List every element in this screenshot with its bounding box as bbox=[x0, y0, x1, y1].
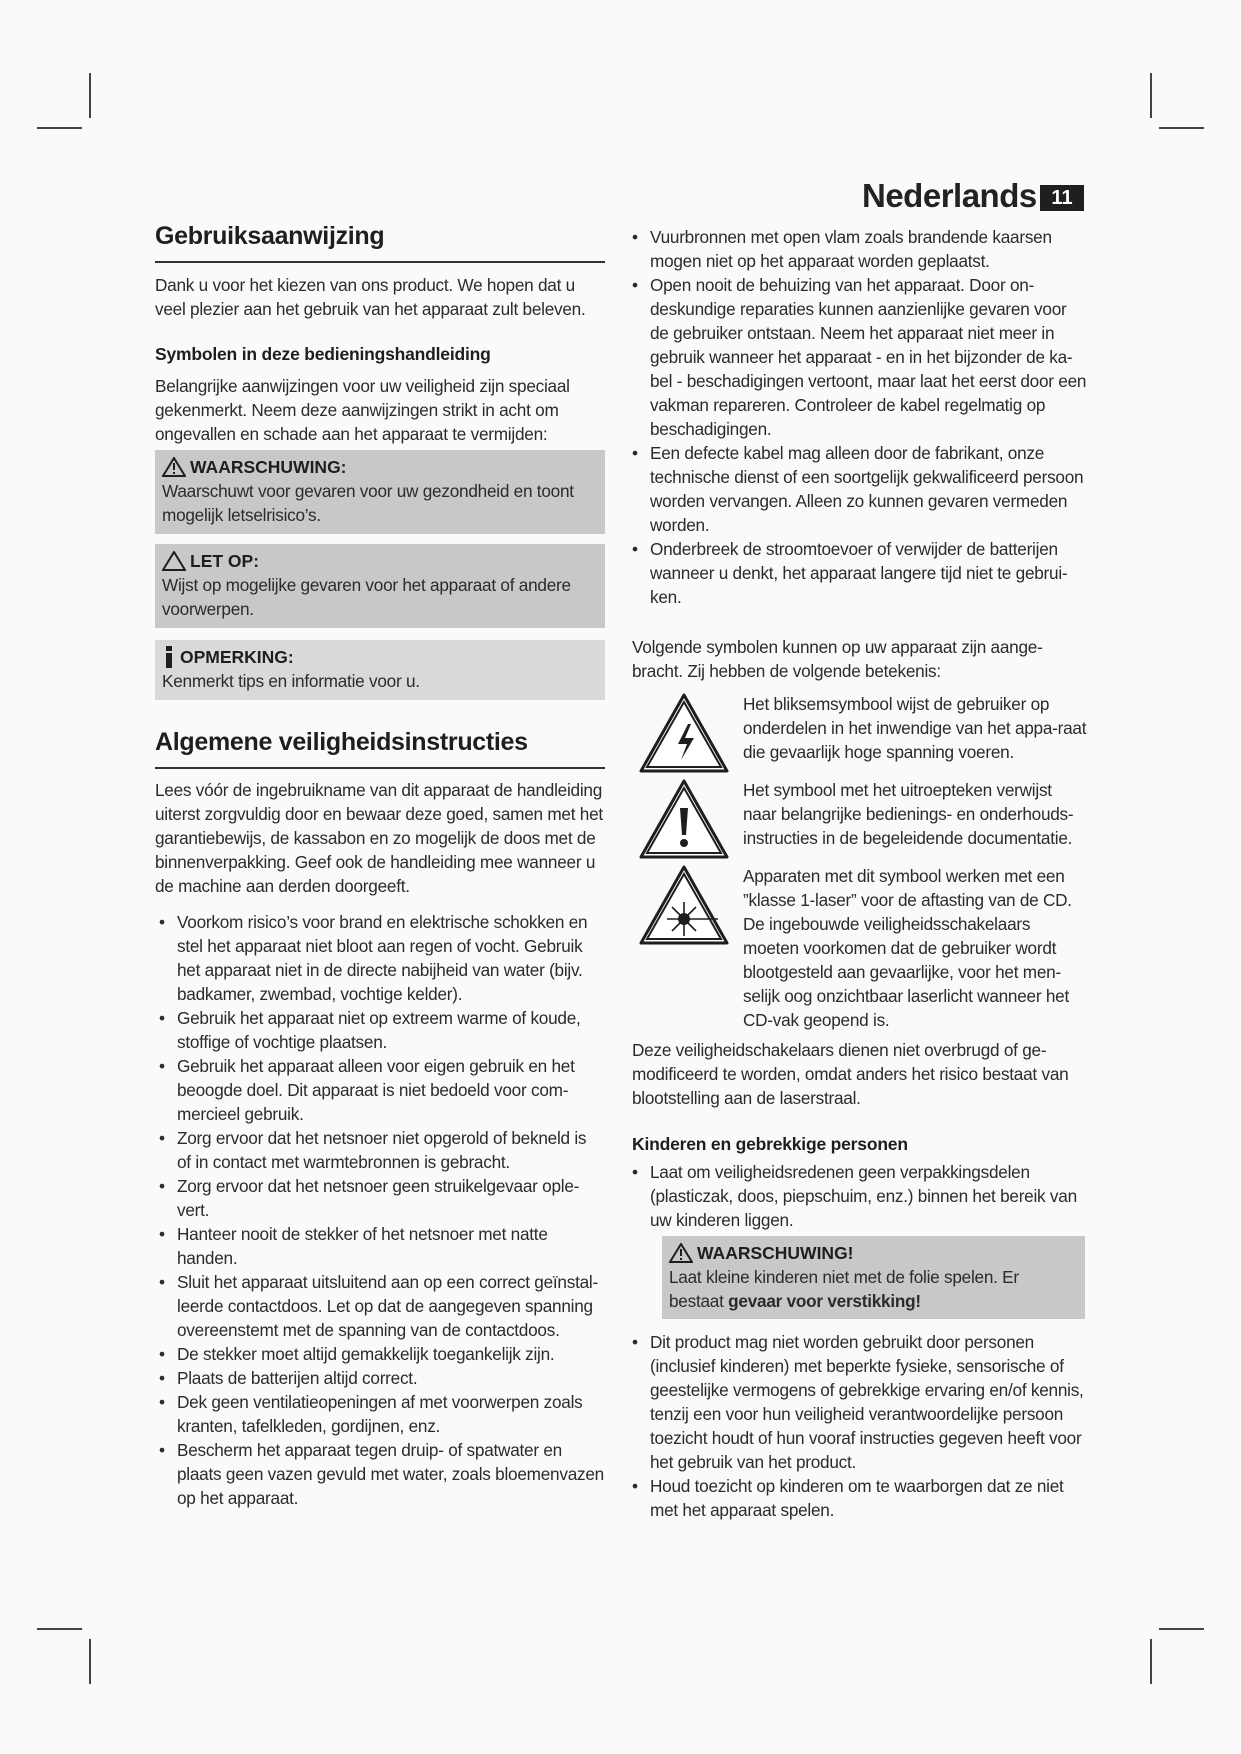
symbol-text-laser: Apparaten met dit symbool werken met een ”klasse 1-laser” voor de aftasting van de CD. De ingebouwde veiligheidsschakelaars moeten voorkomen dat de gebruiker wordt blootgesteld aan gevaarlijke, voor het men-selijk oog onzichtbaar laserlicht wanneer het CD-vak geopend is. bbox=[743, 866, 1072, 1030]
list-item: • Bescherm het apparaat tegen druip- of spatwater en plaats geen vazen gevuld met water, zoals bloemenvazen op het apparaat. bbox=[159, 1438, 604, 1510]
list-item: • Gebruik het apparaat niet op extreem warme of koude, stoffige of vochtige plaatsen. bbox=[159, 1006, 604, 1054]
list-item: • Sluit het apparaat uitsluitend aan op een correct geïnstal-leerde contactdoos. Let op dat de aangegeven spanning overeenstemt met de spanning van de contactdoos. bbox=[159, 1270, 604, 1342]
children-warning-emphasis: gevaar voor verstikking! bbox=[728, 1291, 921, 1311]
note-box-text: Kenmerkt tips en informatie voor u. bbox=[162, 671, 420, 691]
title-rule bbox=[155, 767, 605, 769]
crop-mark bbox=[1150, 73, 1152, 118]
caution-box bbox=[155, 544, 605, 628]
list-item: • Hanteer nooit de stekker of het netsnoer met natte handen. bbox=[159, 1222, 604, 1270]
symbols-paragraph: Belangrijke aanwijzingen voor uw veiligheid zijn speciaal gekenmerkt. Neem deze aanwijzingen strikt in acht om ongevallen en schade aan het apparaat te vermijden: bbox=[155, 376, 570, 444]
page-language: Nederlands bbox=[862, 177, 1037, 214]
symbol-text-lightning: Het bliksemsymbool wijst de gebruiker op onderdelen in het inwendige van het appa-raat die gevaarlijk hoge spanning voeren. bbox=[743, 694, 1087, 762]
list-item: • De stekker moet altijd gemakkelijk toegankelijk zijn. bbox=[159, 1342, 604, 1366]
symbol-row-laser bbox=[632, 864, 1092, 1034]
page-number: 11 bbox=[1040, 185, 1084, 211]
children-bullet-list-continued bbox=[632, 1330, 1092, 1522]
info-icon bbox=[162, 646, 176, 668]
crop-mark bbox=[37, 127, 82, 129]
list-item: • Zorg ervoor dat het netsnoer geen struikelgevaar ople-vert. bbox=[159, 1174, 604, 1222]
title-rule bbox=[155, 261, 605, 263]
crop-mark bbox=[1159, 1628, 1204, 1630]
safety-bullet-list bbox=[159, 910, 604, 1510]
children-bullet-list bbox=[632, 1160, 1087, 1232]
warning-triangle-icon bbox=[669, 1243, 693, 1263]
laser-warning-icon bbox=[638, 864, 730, 946]
section-title-safety: Algemene veiligheidsinstructies bbox=[155, 728, 528, 756]
section-title-gebruiksaanwijzing: Gebruiksaanwijzing bbox=[155, 222, 385, 250]
children-warning-text: Laat kleine kinderen niet met de folie spelen. Er bestaat bbox=[669, 1267, 1019, 1311]
safety-intro-paragraph: Lees vóór de ingebruikname van dit apparaat de handleiding uiterst zorgvuldig door en bewaar deze goed, samen met het garantiebewijs, de kassabon en zo mogelijk de doos met de binnenverpakking. Geef ook de handleiding mee wanneer u de machine aan derden doorgeeft. bbox=[155, 780, 603, 896]
note-box bbox=[155, 640, 605, 700]
list-item: • Zorg ervoor dat het netsnoer niet opgerold of bekneld is of in contact met warmtebronnen is gebracht. bbox=[159, 1126, 604, 1174]
warning-box-title: WAARSCHUWING: bbox=[190, 457, 347, 477]
symbols-intro-paragraph: Volgende symbolen kunnen op uw apparaat zijn aange-bracht. Zij hebben de volgende betekenis: bbox=[632, 637, 1043, 681]
list-item: • Gebruik het apparaat alleen voor eigen gebruik en het beoogde doel. Dit apparaat is niet bedoeld voor com-mercieel gebruik. bbox=[159, 1054, 604, 1126]
symbols-heading: Symbolen in deze bedieningshandleiding bbox=[155, 344, 491, 364]
intro-paragraph: Dank u voor het kiezen van ons product. We hopen dat u veel plezier aan het gebruik van het apparaat zult beleven. bbox=[155, 275, 586, 319]
list-item: • Laat om veiligheidsredenen geen verpakkingsdelen (plasticzak, doos, piepschuim, enz.) binnen het bereik van uw kinderen liggen. bbox=[632, 1160, 1087, 1232]
list-item: • Open nooit de behuizing van het apparaat. Door on-deskundige reparaties kunnen aanzienlijke gevaren voor de gebruiker ontstaan. Neem het apparaat niet meer in gebruik wanneer het apparaat - en in het bijzonder de ka-bel - beschadigingen vertoont, maar laat het eerst door een vakman repareren. Controleer de kabel regelmatig op beschadigingen. bbox=[632, 273, 1087, 441]
children-warning-title: WAARSCHUWING! bbox=[697, 1243, 854, 1263]
crop-mark bbox=[1150, 1639, 1152, 1684]
symbol-text-exclamation: Het symbool met het uitroepteken verwijst naar belangrijke bedienings- en onderhouds-instructies in de begeleidende documentatie. bbox=[743, 780, 1074, 848]
warning-triangle-icon bbox=[162, 457, 186, 477]
children-warning-box bbox=[662, 1236, 1085, 1319]
list-item: • Dit product mag niet worden gebruikt door personen (inclusief kinderen) met beperkte fysieke, sensorische of geestelijke vermogens of gebrekkige ervaring en/of kennis, tenzij een voor hun veiligheid verantwoordelijke persoon toezicht houdt of hun vooraf instructies gegeven heeft voor het gebruik van het product. bbox=[632, 1330, 1092, 1474]
warning-box bbox=[155, 450, 605, 534]
exclamation-warning-icon bbox=[638, 778, 730, 860]
crop-mark bbox=[89, 73, 91, 118]
list-item: • Plaats de batterijen altijd correct. bbox=[159, 1366, 604, 1390]
list-item: • Dek geen ventilatieopeningen af met voorwerpen zoals kranten, tafelkleden, gordijnen, enz. bbox=[159, 1390, 604, 1438]
caution-triangle-icon bbox=[162, 551, 186, 571]
lightning-warning-icon bbox=[638, 692, 730, 774]
list-item: • Een defecte kabel mag alleen door de fabrikant, onze technische dienst of een soortgelijk gekwalificeerd persoon worden vervangen. Alleen zo kunnen gevaren vermeden worden. bbox=[632, 441, 1087, 537]
list-item: • Houd toezicht op kinderen om te waarborgen dat ze niet met het apparaat spelen. bbox=[632, 1474, 1092, 1522]
caution-box-text: Wijst op mogelijke gevaren voor het apparaat of andere voorwerpen. bbox=[162, 575, 571, 619]
list-item: • Voorkom risico’s voor brand en elektrische schokken en stel het apparaat niet bloot aan regen of vocht. Gebruik het apparaat niet in de directe nabijheid van water (bijv. badkamer, zwembad, vochtige kelder). bbox=[159, 910, 604, 1006]
laser-paragraph: Deze veiligheidschakelaars dienen niet overbrugd of ge-modificeerd te worden, omdat anders het risico bestaat van blootstelling aan de laserstraal. bbox=[632, 1040, 1069, 1108]
crop-mark bbox=[37, 1628, 82, 1630]
crop-mark bbox=[89, 1639, 91, 1684]
caution-box-title: LET OP: bbox=[190, 551, 260, 571]
note-box-title: OPMERKING: bbox=[180, 647, 294, 667]
safety-bullet-list-continued bbox=[632, 225, 1087, 609]
warning-box-text: Waarschuwt voor gevaren voor uw gezondheid en toont mogelijk letselrisico’s. bbox=[162, 481, 574, 525]
symbol-row-lightning bbox=[632, 692, 1092, 776]
children-heading: Kinderen en gebrekkige personen bbox=[632, 1134, 908, 1154]
symbol-row-exclamation bbox=[632, 778, 1092, 862]
crop-mark bbox=[1159, 127, 1204, 129]
list-item: • Onderbreek de stroomtoevoer of verwijder de batterijen wanneer u denkt, het apparaat langere tijd niet te gebrui-ken. bbox=[632, 537, 1087, 609]
list-item: • Vuurbronnen met open vlam zoals brandende kaarsen mogen niet op het apparaat worden geplaatst. bbox=[632, 225, 1087, 273]
